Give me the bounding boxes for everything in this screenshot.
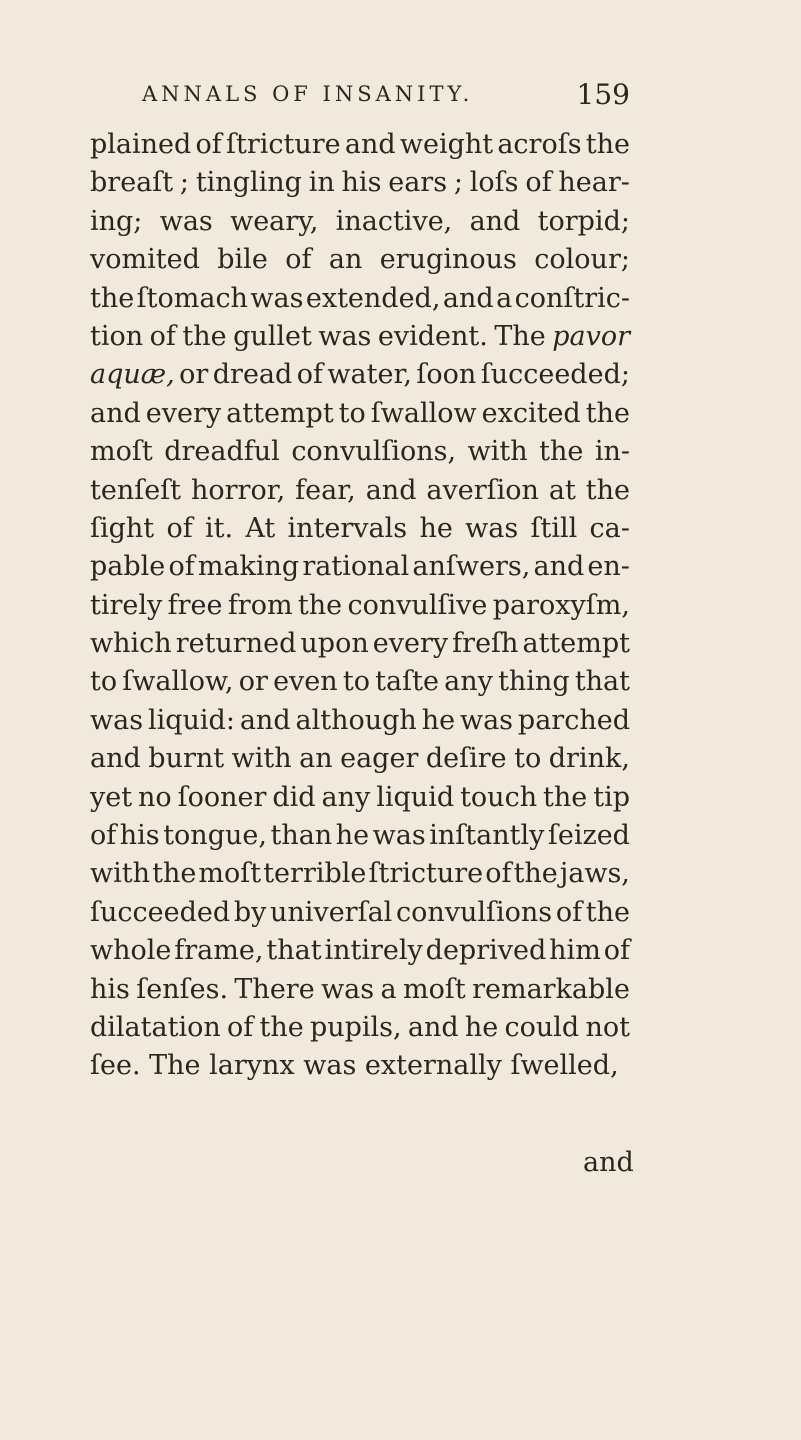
word: of [525,167,552,199]
word: of [296,359,323,391]
word: was [318,320,372,352]
word: ; [453,167,463,199]
word: and [442,282,494,314]
word: rational [302,551,410,583]
word: with [467,436,528,468]
word: and [344,129,396,160]
body-text [90,126,630,1086]
text-line [90,625,630,663]
catchword: and [583,1147,634,1178]
word: was [303,1050,357,1082]
word: parched [517,704,630,736]
word: no [138,781,172,813]
word: to [338,397,366,429]
word: he [464,1011,499,1043]
word: and [407,1011,459,1043]
word: an [328,244,363,276]
word: to [90,666,118,698]
word: frame, [174,935,264,967]
word: tirely [90,589,163,621]
word: jaws, [559,858,630,890]
word: ſtricture [368,858,484,890]
word: ſenſes. [136,973,229,1005]
word: extended, [305,282,441,314]
word: ſucceeded; [480,359,630,391]
word: of [168,551,195,583]
word: of [166,512,193,544]
word: he [419,512,453,544]
word: convulſions, [291,436,457,468]
word: of [485,858,512,890]
word: of [226,1011,254,1043]
text-line [90,472,630,510]
word: the [585,397,630,429]
word: breaſt [90,167,174,199]
word: en- [587,551,630,583]
word: not [585,1011,630,1043]
word: anſwers, [412,551,531,583]
text-line [90,433,630,471]
word: was [459,704,514,736]
word: inactive, [335,205,453,237]
word: the [90,282,135,314]
word: the [297,589,343,621]
word: it. [205,512,234,544]
word: tingling [195,167,302,199]
word: to [342,666,370,698]
word: hear- [558,167,630,199]
word: of [90,820,117,852]
text-line [90,817,630,855]
word: ſtill [530,512,578,544]
text-line [90,395,630,433]
word: bile [217,244,268,276]
word: weary, [230,205,319,237]
word: upon [300,628,369,660]
word: burnt [148,743,225,775]
word: yet [90,781,133,813]
word: fear, [295,474,356,506]
text-line [90,510,630,548]
text-line [90,164,630,202]
word: taſte [375,666,439,698]
word: ſoon [416,359,477,391]
word: liquid [376,781,455,813]
text-line [90,779,630,817]
word: every [372,628,449,660]
text-line [90,318,630,356]
text-line [90,1009,630,1047]
text-line [90,356,630,394]
word: moſt [90,436,153,468]
word: and [533,551,585,583]
word: thing [498,666,570,698]
text-line [90,932,630,970]
word: a [496,282,513,314]
word: by [233,896,267,928]
word: weight [399,129,494,160]
word: ſwelled, [510,1050,619,1082]
word: free [167,589,223,621]
word: ſight [90,512,155,544]
word: the [259,1011,304,1043]
word: vomited [90,244,200,276]
word: tip [593,781,630,813]
word: water, [327,359,412,391]
text-line [90,587,630,625]
word: The [149,1050,201,1082]
word: The [494,320,546,352]
word: and [239,704,291,736]
word: was [321,973,375,1005]
word: convulſive [347,589,488,621]
word: every [145,397,222,429]
text-line [90,1047,630,1085]
word: convulſions [395,896,553,928]
running-head: ANNALS OF INSANITY. [142,82,474,106]
word: intirely [324,935,423,967]
word: ſwallow [370,397,477,429]
word: the [585,474,630,506]
word: and [469,205,521,237]
word: making [197,551,300,583]
word: tenſeſt [90,474,182,506]
word: averſion [426,474,539,506]
word: liquid: [147,704,235,736]
word: attempt [226,397,334,429]
word: pavor [552,320,630,352]
word: eruginous [379,244,517,276]
word: gullet [233,320,312,352]
word: than [270,820,333,852]
word: his [90,973,130,1005]
word: ſtricture [226,129,341,160]
word: could [504,1011,580,1043]
word: his [119,820,160,852]
word: with [231,743,292,775]
word: he [421,704,456,736]
word: externally [364,1050,502,1082]
word: ſwallow, [122,666,234,698]
word: any [444,666,493,698]
word: moſt [403,973,466,1005]
word: at [548,474,576,506]
word: tion [90,320,144,352]
word: of [285,244,312,276]
word: the [152,858,197,890]
word: of [555,896,583,928]
word: and [90,397,141,429]
text-line [90,740,630,778]
word: pupils, [309,1011,402,1043]
word: plained [90,129,192,160]
word: was [90,704,144,736]
word: ſee. [90,1050,141,1082]
word: excited [481,397,581,429]
word: At [245,512,276,544]
word: terrible [263,858,367,890]
word: deſire [425,743,507,775]
word: the [585,896,630,928]
word: deprived [425,935,547,967]
word: that [574,666,630,698]
word: touch [460,781,538,813]
word: in [308,167,335,199]
word: from [227,589,293,621]
text-line [90,663,630,701]
word: although [295,704,417,736]
text-line [90,894,630,932]
word: was [465,512,519,544]
text-line [90,241,630,279]
text-line [90,280,630,318]
page-header [140,78,630,114]
word: a [380,973,397,1005]
word: conſtric- [514,282,630,314]
word: ing; [90,205,143,237]
word: even [273,666,338,698]
word: of [195,129,222,160]
word: or [179,359,209,391]
word: returned [175,628,297,660]
text-line [90,855,630,893]
word: of [149,320,176,352]
word: ſeized [547,820,630,852]
word: the [543,781,588,813]
word: he [335,820,370,852]
text-line [90,126,630,164]
word: aquæ, [90,359,175,391]
word: ſtomach [136,282,248,314]
word: his [341,167,382,199]
word: pable [90,551,166,583]
word: univerſal [270,896,393,928]
word: dilatation [90,1011,221,1043]
word: horror, [190,474,286,506]
word: that [266,935,322,967]
text-line [90,702,630,740]
word: moſt [198,858,262,890]
word: inſtantly [429,820,545,852]
word: of [603,935,630,967]
word: was [372,820,426,852]
word: paroxyſm, [492,589,630,621]
text-line [90,971,630,1009]
word: acroſs [497,129,582,160]
word: the [539,436,584,468]
word: and [365,474,417,506]
word: dread [212,359,293,391]
text-line [90,548,630,586]
page-number: 159 [576,78,630,111]
word: ſucceeded [90,896,231,928]
word: larynx [209,1050,295,1082]
word: evident. [377,320,488,352]
word: torpid; [537,205,630,237]
word: which [90,628,172,660]
word: in- [594,436,630,468]
word: remarkable [472,973,630,1005]
word: dreadful [164,436,280,468]
word: whole [90,935,172,967]
word: the [182,320,227,352]
word: There [234,973,315,1005]
word: the [513,858,558,890]
word: ears [388,167,448,199]
word: loſs [469,167,519,199]
word: with [90,858,150,890]
word: an [299,743,333,775]
word: ; [179,167,190,199]
word: tongue, [163,820,267,852]
word: colour; [534,244,630,276]
word: or [238,666,268,698]
word: eager [340,743,419,775]
word: attempt [522,628,630,660]
word: the [585,129,630,160]
word: any [321,781,371,813]
word: drink, [548,743,630,775]
word: intervals [287,512,408,544]
word: did [272,781,316,813]
word: ſooner [177,781,267,813]
word: ca- [589,512,630,544]
word: freſh [452,628,519,660]
word: was [159,205,213,237]
word: was [250,282,304,314]
word: and [90,743,141,775]
text-line [90,203,630,241]
word: to [514,743,542,775]
word: him [549,935,601,967]
